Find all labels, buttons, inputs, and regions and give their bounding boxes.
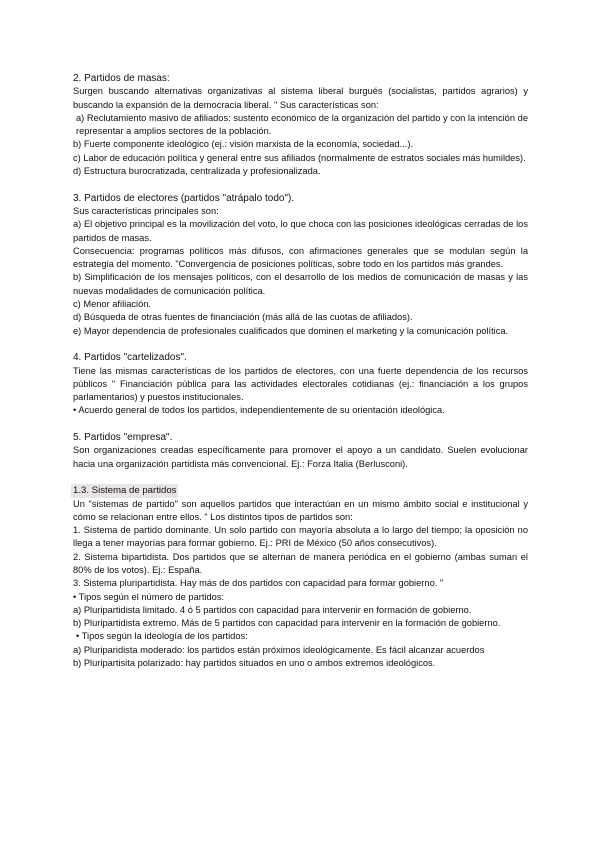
section-title-masas: 2. Partidos de masas: [73,73,170,84]
list-item-numero-a: a) Pluripartidista limitado. 4 ó 5 partidos con capacidad para intervenir en formación de gobierno. [73,604,472,615]
bullet-cartelizados: • Acuerdo general de todos los partidos, independientemente de su orientación ideológica. [73,405,445,416]
list-item-electores-d: d) Búsqueda de otras fuentes de financiación (más allá de las cuotas de afiliados). [73,312,413,323]
paragraph-cartelizados-body: Tiene las mismas características de los partidos de electores, con una fuerte dependencia de los recursos públicos " Financiación pública para las actividades electorales cotidianas (ej.: financiación a los grupos parlamentarios) y puestos institucionales. [73,365,528,403]
list-item-masas-d: d) Estructura burocratizada, centralizada y profesionalizada. [73,166,321,177]
list-item-masas-c: c) Labor de educación política y general entre sus afiliados (normalmente de estratos sociales más humildes). [73,152,526,163]
list-item-electores-a: a) El objetivo principal es la movilización del voto, lo que choca con las posiciones ideológicas cerradas de los partidos de masas. [73,219,528,243]
list-item-sistema-1: 1. Sistema de partido dominante. Un solo partido con mayoría absoluta a lo largo del tiempo; la oposición no llega a tener mayorías para formar gobierno. Ej.: PRI de México (50 años consecutivos). [73,525,528,549]
list-item-masas-b: b) Fuerte componente ideológico (ej.: visión marxista de la economía, sociedad...). [73,139,414,150]
list-item-sistema-2: 2. Sistema bipartidista. Dos partidos que se alternan de manera periódica en el gobierno (ambas suman el 80% de los votos). Ej.: España. [73,551,528,575]
paragraph-electores-consecuencia: Consecuencia: programas políticos más difusos, con afirmaciones generales que se modulan según la estrategia del momento. "Convergencia de posiciones políticas, sobre todo en los partidos más grandes. [73,245,528,270]
list-item-ideologia-a: a) Pluriparidista moderado: los partidos están próximos ideológicamente. Es fácil alcanzar acuerdos [73,644,485,655]
subsection-title-sistema: 1.3. Sistema de partidos [73,485,177,497]
section-title-empresa: 5. Partidos "empresa". [73,432,173,444]
section-title-cartelizados: 4. Partidos "cartelizados". [73,352,187,364]
bullet-sistema-ideologia: • Tipos según la ideología de los partidos: [76,631,248,642]
list-item-electores-b: b) Simplificación de los mensajes políticos, con el desarrollo de los medios de comunicación de masas y las nuevas modalidades de comunicación política. [73,272,528,296]
document-body [73,72,528,670]
paragraph-sistema-intro: Un "sistemas de partido" son aquellos partidos que interactúan en un mismo ámbito social e institucional y cómo se relacionan entre ellos. " Los distintos tipos de partidos son: [73,498,528,522]
list-item-numero-b: b) Pluripartidista extremo. Más de 5 partidos con capacidad para intervenir en la formación de gobierno. [73,618,501,629]
list-item-masas-a: a) Reclutamiento masivo de afiliados: sustento económico de la organización del partido y con la intención de representar a amplios sectores de la población. [76,112,528,137]
paragraph-empresa-body: Son organizaciones creadas específicamente para promover el apoyo a un candidato. Suelen evolucionar hacia una organización partidista más convencional. Ej.: Forza Italia (Berlusconi). [73,445,528,469]
section-title-electores: 3. Partidos de electores (partidos "atrápalo todo"). [73,192,295,204]
list-item-electores-c: c) Menor afiliación. [73,299,152,310]
list-item-ideologia-b: b) Pluripartisita polarizado: hay partidos situados en uno o ambos extremos ideológicos. [73,658,436,669]
paragraph-masas-intro: Surgen buscando alternativas organizativas al sistema liberal burgués (socialistas, partidos agrarios) y buscando la expansión de la democracia liberal. " Sus características son: [73,86,528,110]
list-item-sistema-3: 3. Sistema pluripartidista. Hay más de dos partidos con capacidad para formar gobierno. " [73,578,444,589]
bullet-sistema-numero: • Tipos según el número de partidos: [73,591,225,602]
list-item-electores-e: e) Mayor dependencia de profesionales cualificados que dominen el marketing y la comunicación política. [73,325,509,336]
paragraph-electores-subtitle: Sus características principales son: [73,205,219,216]
